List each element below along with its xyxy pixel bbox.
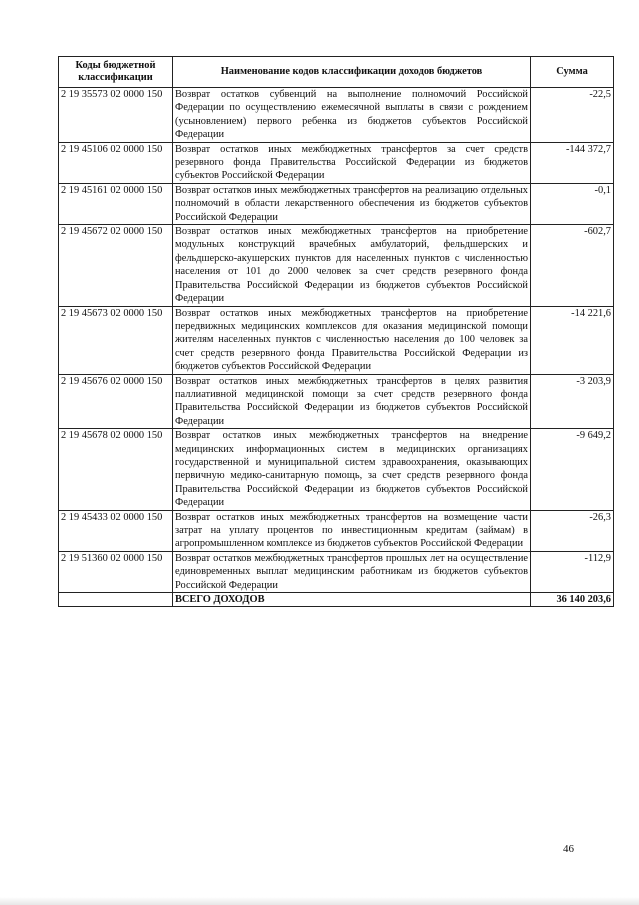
name-cell: Возврат остатков иных межбюджетных трансфертов на приобретение передвижных медицинских комплексов для оказания медицинской помощи жителям населенных пунктов с численностью населения до 100 человек за счет средств резервного фонда Правительства Российской Федерации из бюджетов субъектов Российской Федерации [173,306,531,374]
table-body [59,88,614,593]
amount-cell: -14 221,6 [531,306,614,374]
name-cell: Возврат остатков межбюджетных трансфертов прошлых лет на осуществление единовременных выплат медицинским работникам из бюджетов субъектов Российской Федерации [173,551,531,592]
amount-cell: -3 203,9 [531,374,614,429]
total-row [59,593,614,607]
total-label: ВСЕГО ДОХОДОВ [173,593,531,607]
header-amount: Сумма [531,57,614,88]
table-row [59,225,614,306]
amount-cell: -112,9 [531,551,614,592]
table-row [59,142,614,183]
table-row [59,374,614,429]
amount-cell: -26,3 [531,510,614,551]
table-row [59,88,614,143]
total-code-cell [59,593,173,607]
page-bottom-edge [0,897,639,905]
table-row [59,551,614,592]
code-cell: 2 19 45678 02 0000 150 [59,429,173,510]
table-row [59,306,614,374]
table-header-row [59,57,614,88]
page-number: 46 [563,843,574,855]
name-cell: Возврат остатков иных межбюджетных трансфертов за счет средств резервного фонда Правительства Российской Федерации из бюджетов субъектов Российской Федерации [173,142,531,183]
table-row [59,429,614,510]
amount-cell: -144 372,7 [531,142,614,183]
amount-cell: -22,5 [531,88,614,143]
name-cell: Возврат остатков субвенций на выполнение полномочий Российской Федерации по осуществлению ежемесячной выплаты в связи с рождением (усыновлением) первого ребенка из бюджетов субъектов Российской Федерации [173,88,531,143]
name-cell: Возврат остатков иных межбюджетных трансфертов в целях развития паллиативной медицинской помощи за счет средств резервного фонда Правительства Российской Федерации из бюджетов субъектов Российской Федерации [173,374,531,429]
table-row [59,510,614,551]
header-code: Коды бюджетной классификации [59,57,173,88]
code-cell: 2 19 45433 02 0000 150 [59,510,173,551]
name-cell: Возврат остатков иных межбюджетных трансфертов на приобретение модульных конструкций врачебных амбулаторий, фельдшерских и фельдшерско-акушерских пунктов для населенных пунктов с численностью населения от 101 до 2000 человек за счет средств резервного фонда Правительства Российской Федерации из бюджетов субъектов Российской Федерации [173,225,531,306]
header-name: Наименование кодов классификации доходов бюджетов [173,57,531,88]
table-row [59,183,614,224]
code-cell: 2 19 45106 02 0000 150 [59,142,173,183]
budget-revenue-table [58,56,614,607]
name-cell: Возврат остатков иных межбюджетных трансфертов на реализацию отдельных полномочий в области лекарственного обеспечения из бюджетов субъектов Российской Федерации [173,183,531,224]
code-cell: 2 19 45673 02 0000 150 [59,306,173,374]
amount-cell: -602,7 [531,225,614,306]
total-amount: 36 140 203,6 [531,593,614,607]
amount-cell: -9 649,2 [531,429,614,510]
code-cell: 2 19 45676 02 0000 150 [59,374,173,429]
code-cell: 2 19 45161 02 0000 150 [59,183,173,224]
amount-cell: -0,1 [531,183,614,224]
code-cell: 2 19 51360 02 0000 150 [59,551,173,592]
name-cell: Возврат остатков иных межбюджетных трансфертов на внедрение медицинских информационных систем в медицинских организациях государственной и муниципальной систем здравоохранения, оказывающих первичную медико-санитарную помощь, за счет средств резервного фонда Правительства Российской Федерации из бюджетов субъектов Российской Федерации [173,429,531,510]
code-cell: 2 19 45672 02 0000 150 [59,225,173,306]
code-cell: 2 19 35573 02 0000 150 [59,88,173,143]
name-cell: Возврат остатков иных межбюджетных трансфертов на возмещение части затрат на уплату процентов по инвестиционным кредитам (займам) в агропромышленном комплексе из бюджетов субъектов Российской Федерации [173,510,531,551]
